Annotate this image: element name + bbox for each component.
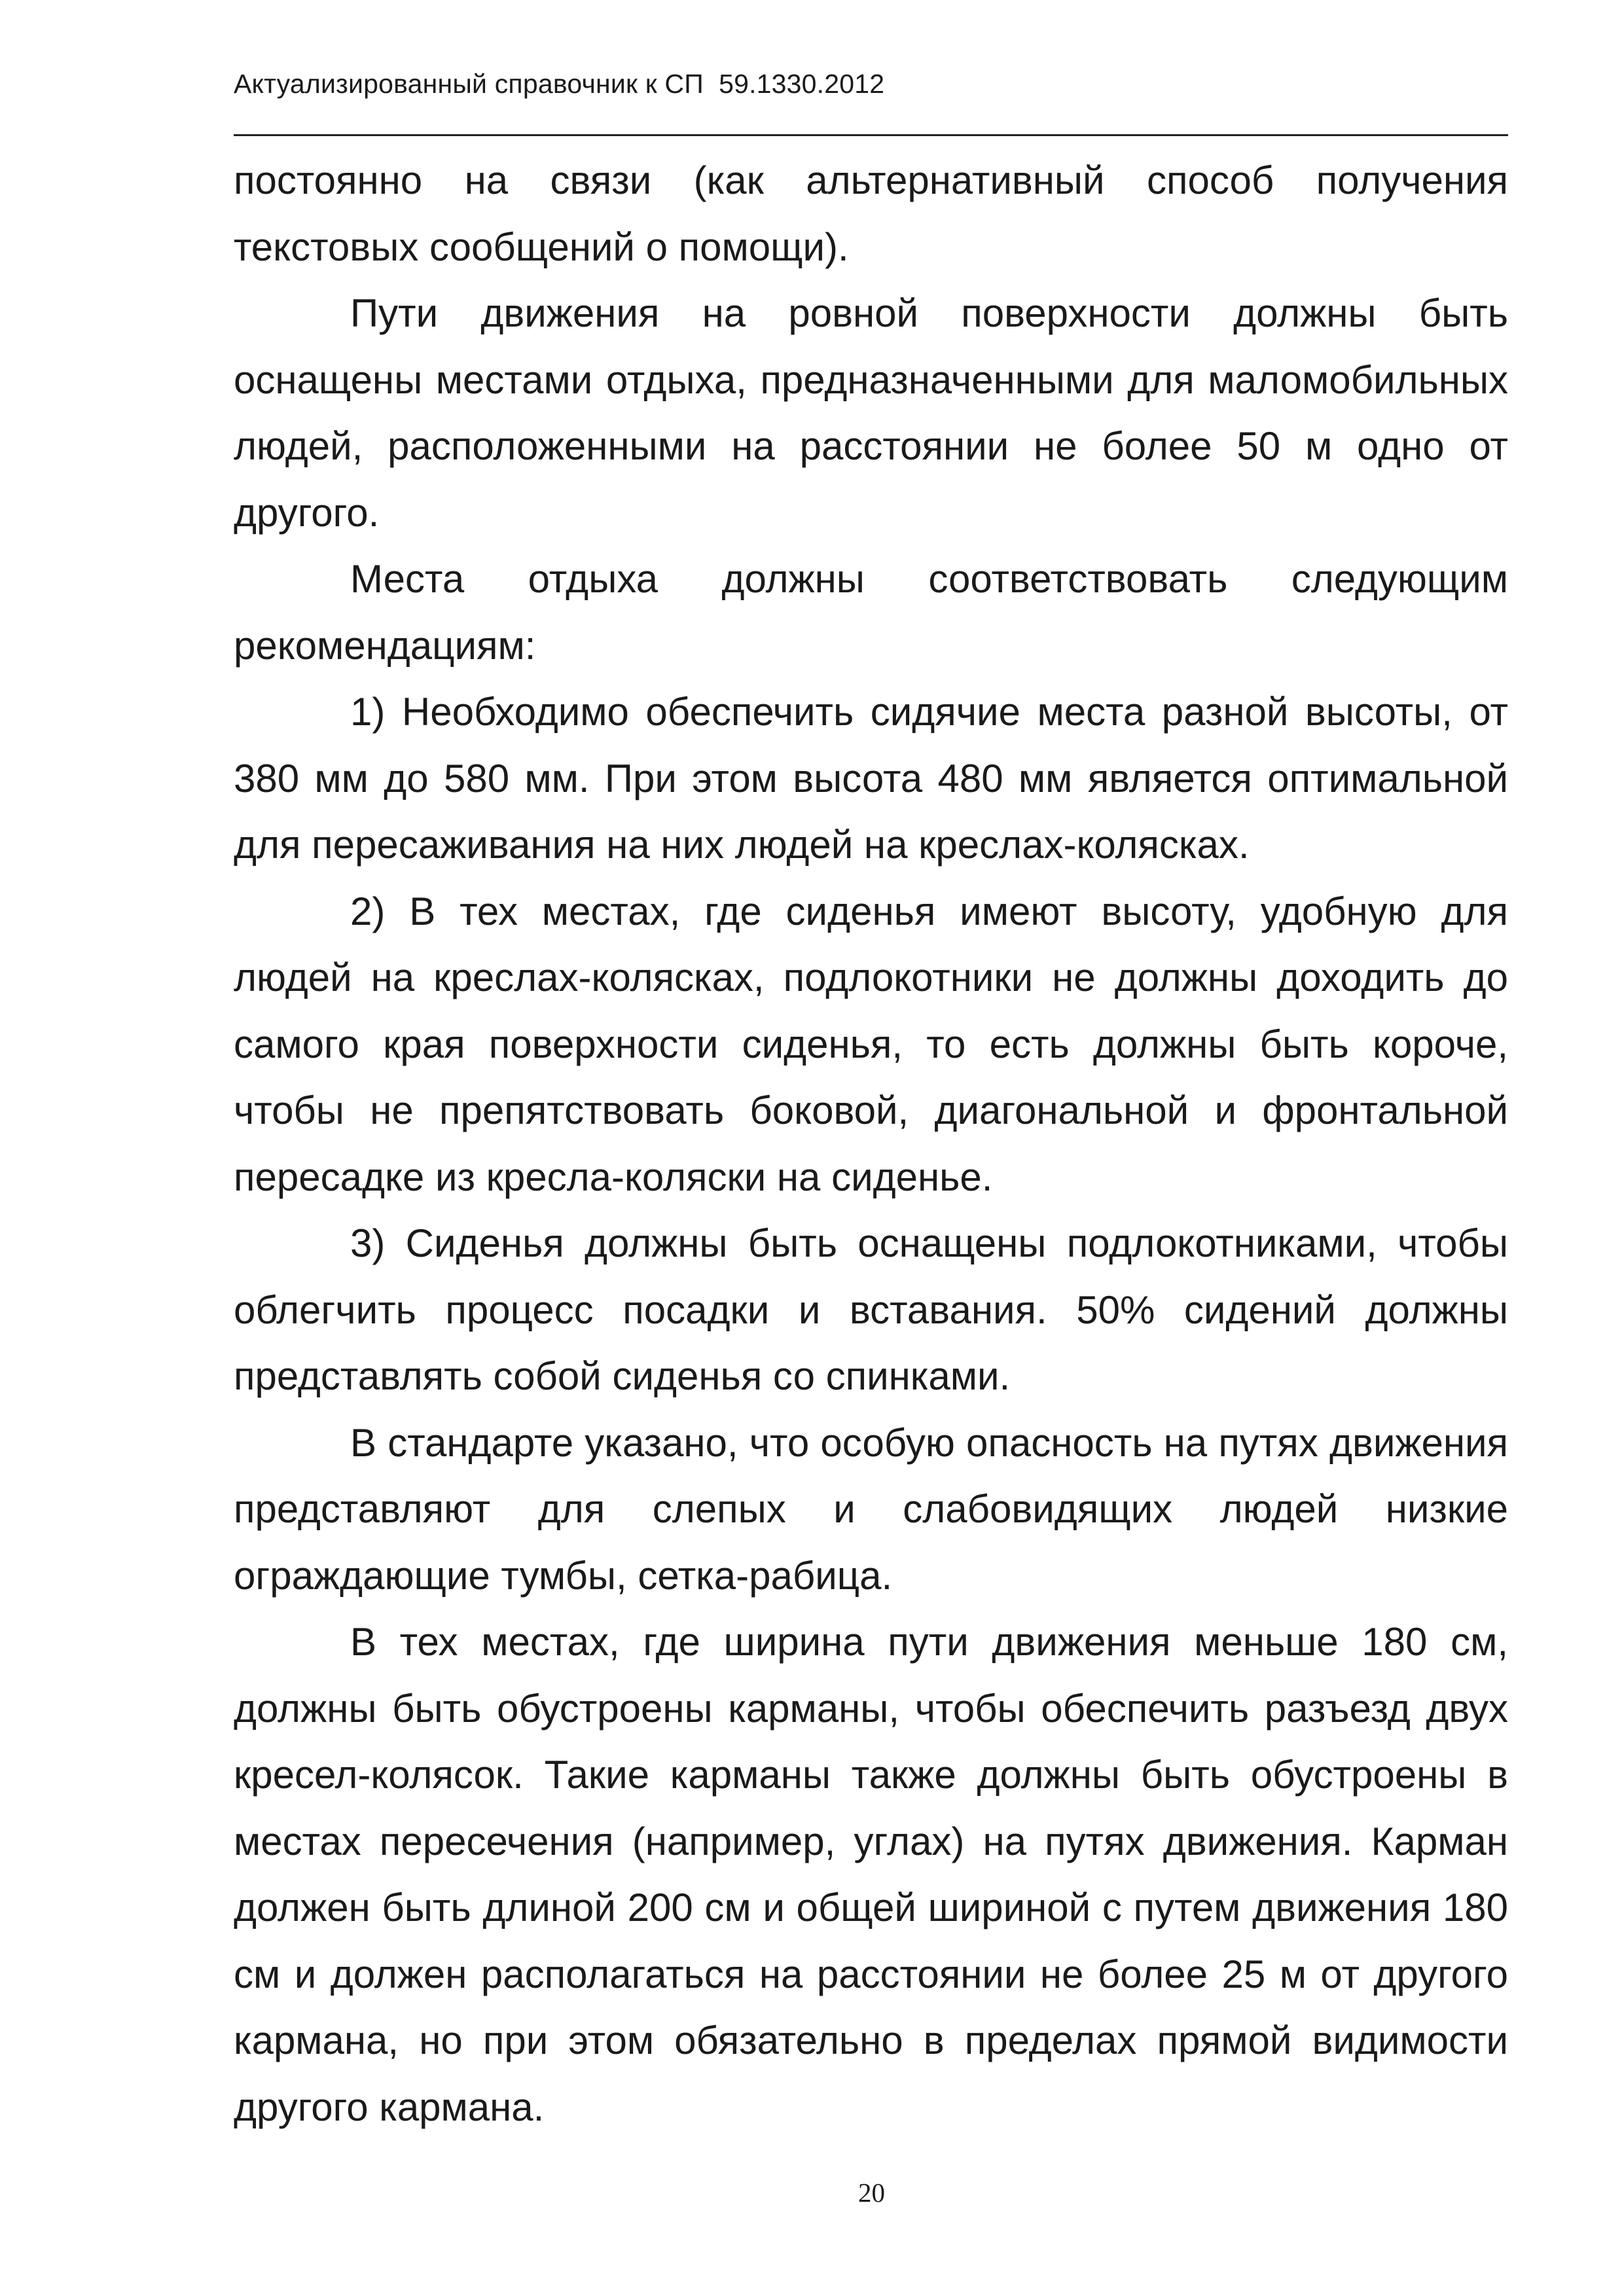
paragraph-passing-pockets: В тех местах, где ширина пути движения меньше 180 см, должны быть обустроены карманы, чтобы обеспечить разъезд двух кресел-колясок. Такие карманы также должны быть обустроены в местах пересечения (например, углах) на путях движения. Карман должен быть длиной 200 см и общей шириной с путем движения 180 см и должен располагаться на расстоянии не более 25 м от другого кармана, но при этом обязательно в пределах прямой видимости другого кармана. <box>234 1620 1508 2129</box>
paragraph-continuation: постоянно на связи (как альтернативный способ получения текстовых сообщений о помощи). <box>234 158 1508 269</box>
paragraph-recommendations-intro: Места отдыха должны соответствовать следующим рекомендациям: <box>234 557 1508 668</box>
body-text <box>234 147 1508 2140</box>
list-item-armrests-length: 2) В тех местах, где сиденья имеют высоту, удобную для людей на креслах-колясках, подлокотники не должны доходить до самого края поверхности сиденья, то есть должны быть короче, чтобы не препятствовать боковой, диагональной и фронтальной пересадке из кресла-коляски на сиденье. <box>234 889 1508 1199</box>
paragraph-rest-areas: Пути движения на ровной поверхности должны быть оснащены местами отдыха, предназначенными для маломобильных людей, расположенными на расстоянии не более 50 м одно от другого. <box>234 291 1508 535</box>
header-divider <box>234 134 1508 136</box>
list-item-seat-heights: 1) Необходимо обеспечить сидячие места разной высоты, от 380 мм до 580 мм. При этом высота 480 мм является оптимальной для пересаживания на них людей на креслах-колясках. <box>234 690 1508 867</box>
list-item-armrests-backrests: 3) Сиденья должны быть оснащены подлокотниками, чтобы облегчить процесс посадки и вставания. 50% сидений должны представлять собой сиденья со спинками. <box>234 1221 1508 1398</box>
page-number: 20 <box>858 2178 885 2208</box>
paragraph-hazards: В стандарте указано, что особую опасность на путях движения представляют для слепых и слабовидящих людей низкие ограждающие тумбы, сетка-рабица. <box>234 1420 1508 1598</box>
running-header: Актуализированный справочник к СП 59.1330.2012 <box>234 69 885 99</box>
